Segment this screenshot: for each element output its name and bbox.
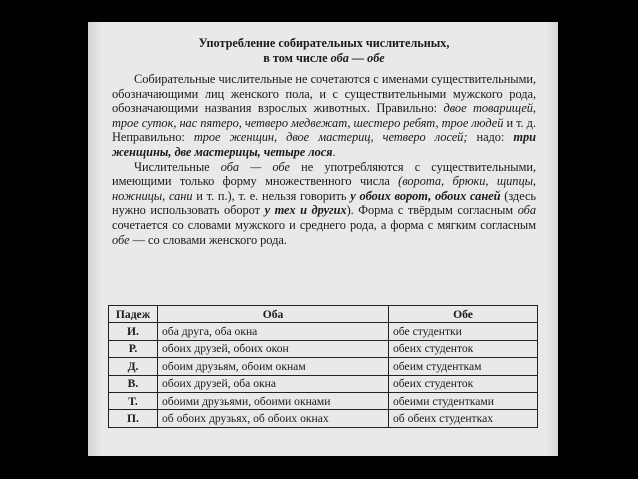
oba-cell: оба друга, оба окна (158, 323, 389, 340)
obe-cell: обеими студентками (389, 392, 538, 409)
oba-cell: обоим друзьям, обоим окнам (158, 358, 389, 375)
table-row (109, 375, 538, 392)
table-row (109, 340, 538, 357)
example-incorrect: трое женщин, двое мастериц, четверо лосей; (193, 130, 468, 145)
case-cell: Р. (109, 340, 158, 357)
header-obe: Обе (389, 306, 538, 323)
case-cell: В. (109, 375, 158, 392)
example-correct: двое товарищей, трое суток, нас пятеро, четверо медвежат, шестеро ребят, трое людей (112, 101, 536, 130)
header-case: Падеж (109, 306, 158, 323)
title-italic: оба — обе (330, 51, 385, 65)
page-shadow-left (88, 22, 102, 456)
oba-cell: обоих друзей, оба окна (158, 375, 389, 392)
table-row (109, 323, 538, 340)
oba-cell: обоих друзей, обоих окон (158, 340, 389, 357)
table-row (109, 358, 538, 375)
obe-cell: обеих студенток (389, 375, 538, 392)
table-header-row (109, 306, 538, 323)
page-content (112, 36, 536, 247)
book-page (88, 22, 558, 456)
oba-cell: обоими друзьями, обоими окнами (158, 392, 389, 409)
title-line-2: в том числе (263, 51, 331, 65)
title-line-1: Употребление собирательных числительных, (198, 36, 450, 50)
case-cell: П. (109, 410, 158, 427)
case-cell: Д. (109, 358, 158, 375)
case-cell: И. (109, 323, 158, 340)
page-shadow-right (546, 22, 558, 456)
example-fixed: три женщины, две мастерицы, четыре лося (112, 130, 536, 159)
obe-cell: обе студентки (389, 323, 538, 340)
table-row (109, 392, 538, 409)
oba-cell: об обоих друзьях, об обоих окнах (158, 410, 389, 427)
obe-cell: обеих студенток (389, 340, 538, 357)
paragraph-1: Собирательные числительные не сочетаются с именами существительными, обозначающими лиц женского пола, и с существительными мужского рода, обозначающими названия взрослых животных. Правильно: двое товарищей, трое суток, нас пятеро, четверо медвежат, шестеро ребят, трое людей и т. д. Неправильно: трое женщин, двое мастериц, четверо лосей; надо: три женщины, две мастерицы, четыре лося. (112, 72, 536, 159)
table-row (109, 410, 538, 427)
declension-table (108, 305, 538, 428)
obe-cell: об обеих студентках (389, 410, 538, 427)
page-title (112, 36, 536, 66)
case-cell: Т. (109, 392, 158, 409)
obe-cell: обеим студенткам (389, 358, 538, 375)
header-oba: Оба (158, 306, 389, 323)
paragraph-2: Числительные оба — обе не употребляются с существительными, имеющими только форму множественного числа (ворота, брюки, щипцы, ножницы, сани и т. п.), т. е. нельзя говорить у обоих ворот, обоих саней (здесь нужно использовать оборот у тех и других). Форма с твёрдым согласным оба сочетается со словами мужского и среднего рода, а форма с мягким согласным обе — со словами женского рода. (112, 159, 536, 247)
